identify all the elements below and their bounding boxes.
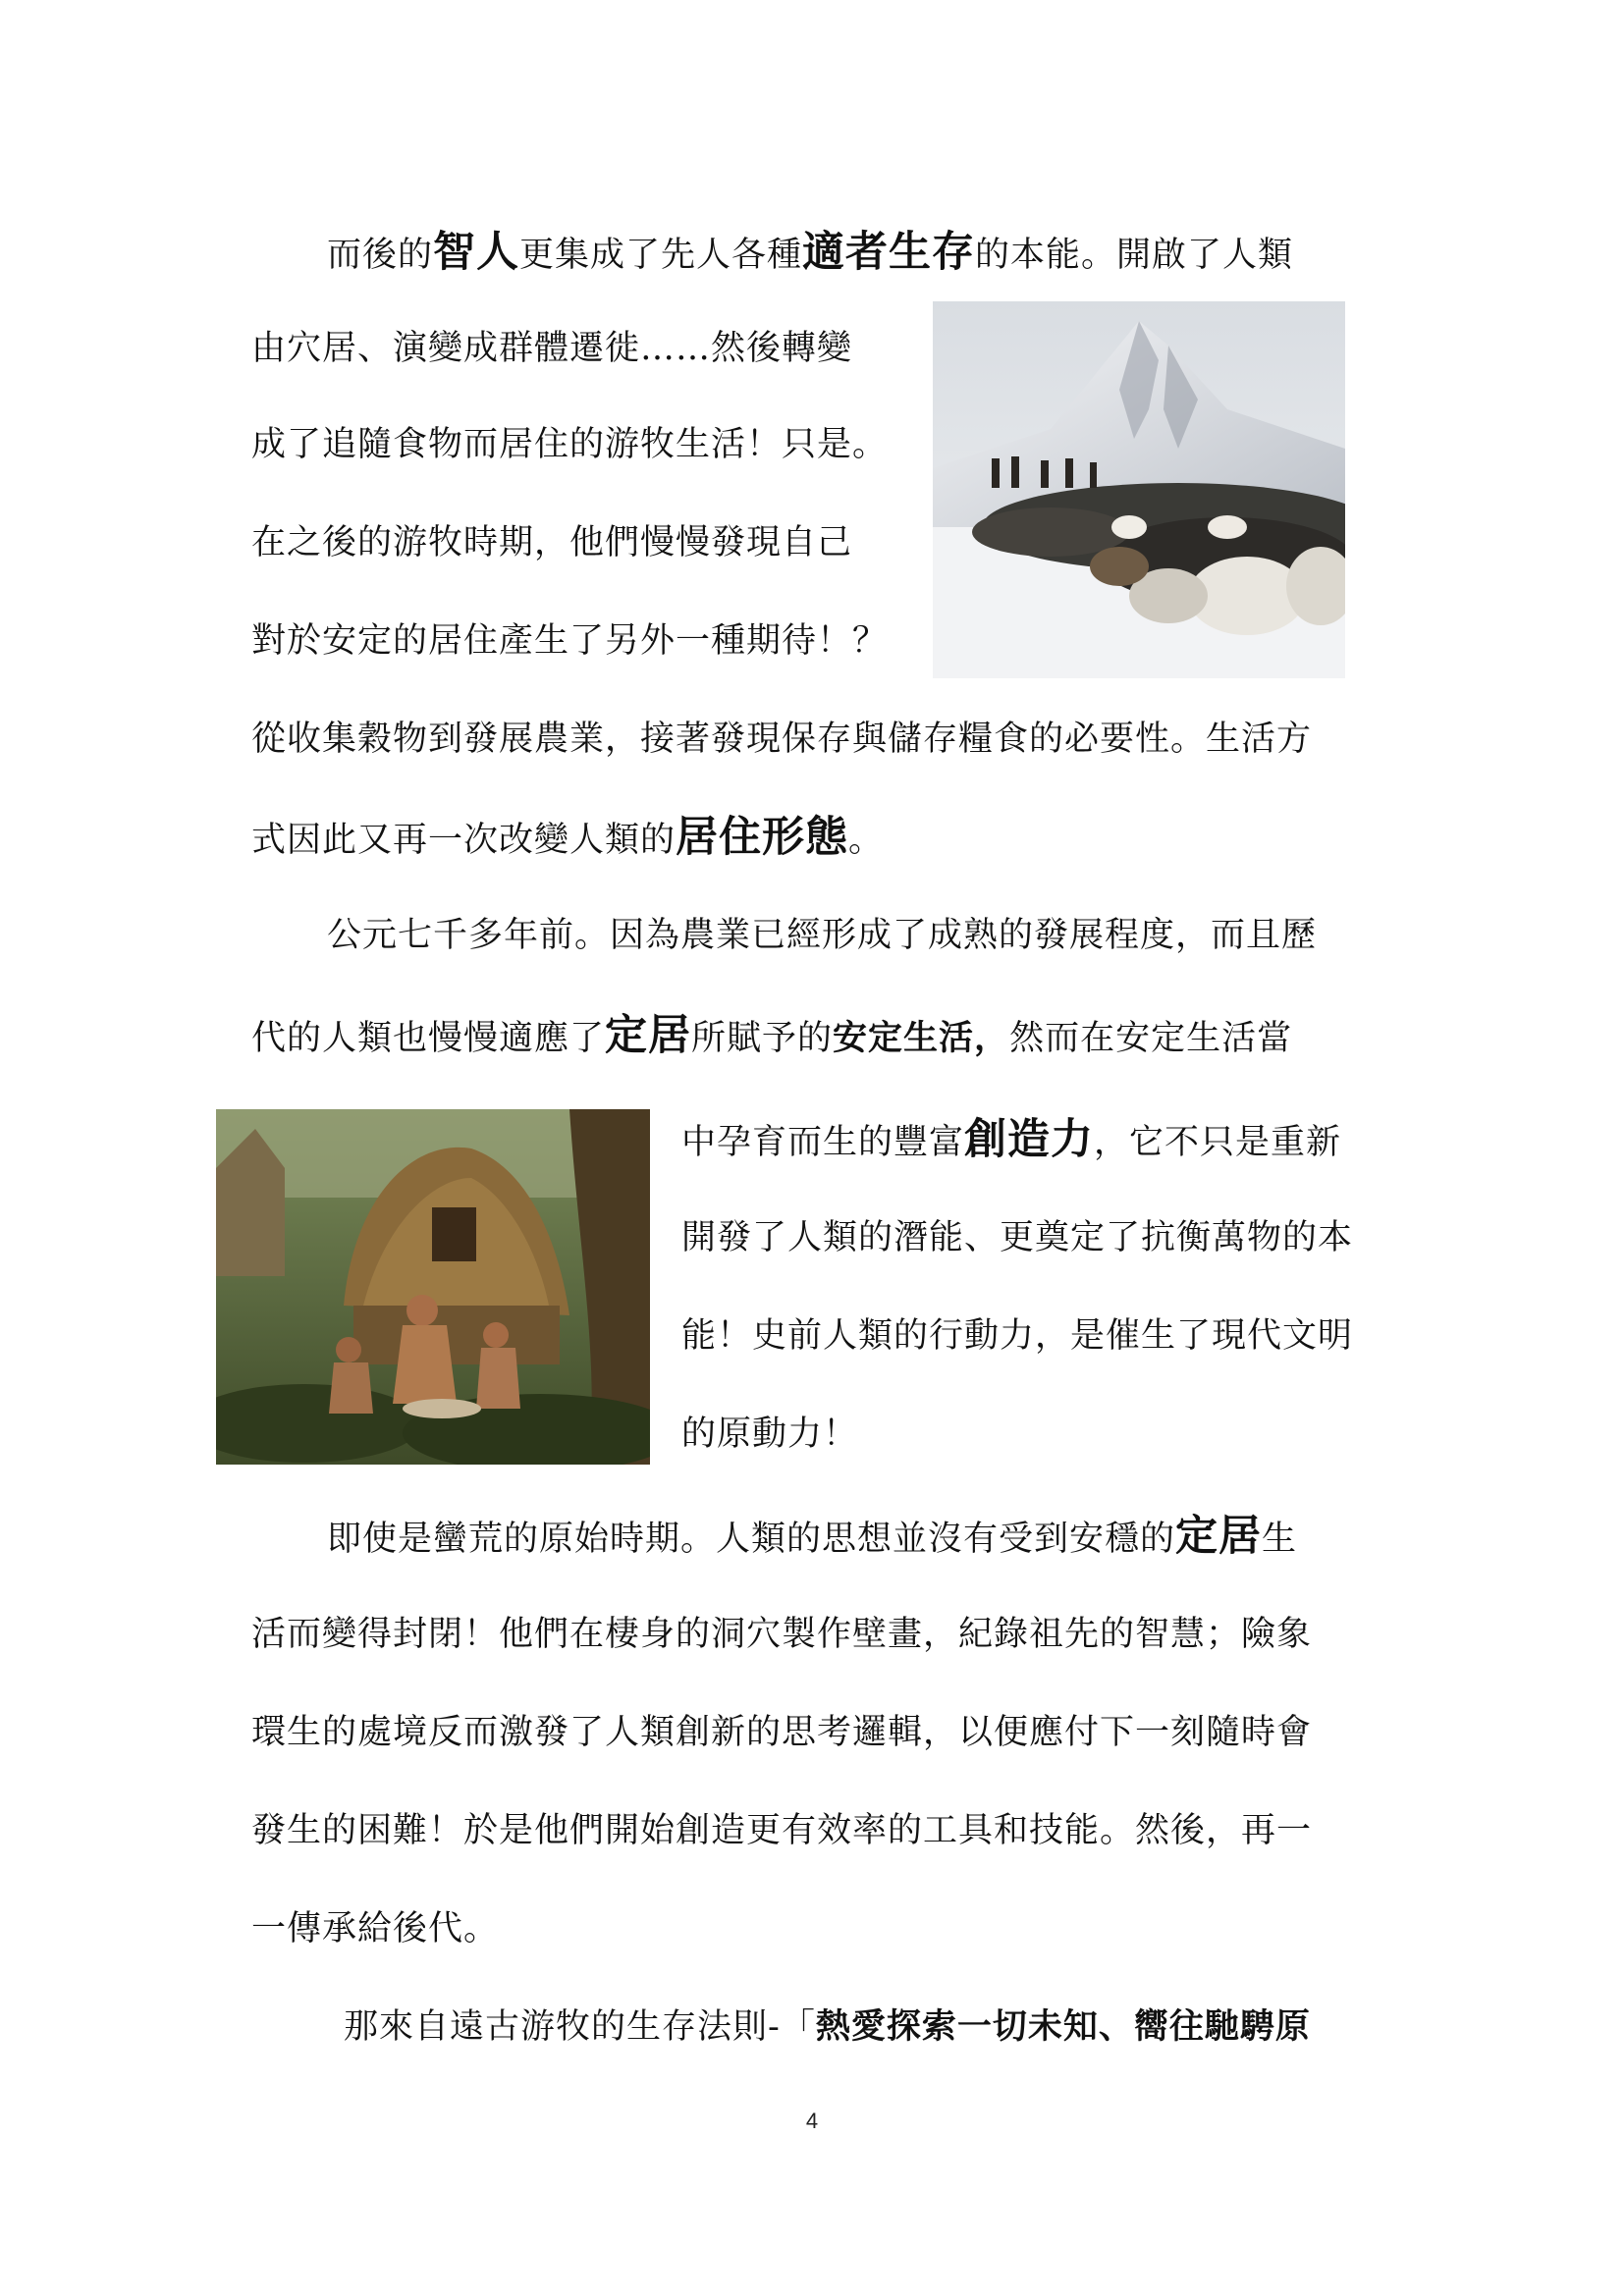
text-run: ，它不只是重新 — [1094, 1123, 1342, 1162]
text-line: 一傳承給後代。 — [251, 1909, 500, 1949]
text-run: 然而在安定生活當 — [1009, 1019, 1293, 1058]
text-line: 發生的困難！於是他們開始創造更有效率的工具和技能。然後，再一 — [251, 1811, 1313, 1850]
text-line — [327, 228, 1293, 280]
text-line: 在之後的游牧時期，他們慢慢發現自己 — [251, 523, 853, 562]
text-line: 成了追隨食物而居住的游牧生活！只是。 — [251, 425, 889, 464]
text-line: 環生的處境反而激發了人類創新的思考邏輯，以便應付下一刻隨時會 — [251, 1713, 1313, 1752]
text-run: 那來自遠古游牧的生存法則-「 — [344, 2007, 816, 2047]
emphasis-text: 定居 — [605, 1011, 692, 1060]
text-line — [681, 1115, 1341, 1167]
text-run: 所賦予的 — [691, 1019, 834, 1058]
text-run: 而後的 — [327, 236, 434, 275]
text-line: 由穴居、演變成群體遷徙……然後轉變 — [251, 329, 853, 368]
text-line: 能！史前人類的行動力，是催生了現代文明 — [681, 1316, 1354, 1356]
nomad-herd-photo — [933, 301, 1345, 678]
text-line — [327, 1512, 1297, 1564]
text-line: 的原動力！ — [681, 1415, 859, 1454]
emphasis-text: 適者生存 — [802, 228, 976, 277]
emphasis-text: ， — [974, 1019, 1010, 1058]
text-run: 即使是蠻荒的原始時期。人類的思想並沒有受到安穩的 — [327, 1520, 1176, 1559]
text-run: 生 — [1262, 1520, 1298, 1559]
emphasis-text: 創造力 — [964, 1115, 1095, 1164]
emphasis-text: 智人 — [433, 228, 520, 277]
text-run: 式因此又再一次改變人類的 — [251, 821, 677, 860]
text-run: 的本能。開啟了人類 — [975, 236, 1294, 275]
text-line: 活而變得封閉！他們在棲身的洞穴製作壁畫，紀錄祖先的智慧；險象 — [251, 1615, 1313, 1654]
text-run: 中孕育而生的豐富 — [681, 1123, 965, 1162]
emphasis-text: 安定生活 — [833, 1019, 975, 1058]
text-run: 代的人類也慢慢適應了 — [251, 1019, 606, 1058]
emphasis-text: 定居 — [1175, 1512, 1263, 1561]
page-number: 4 — [805, 2109, 819, 2133]
text-line — [251, 813, 884, 865]
text-line: 公元七千多年前。因為農業已經形成了成熟的發展程度，而且歷 — [327, 916, 1318, 955]
emphasis-text: 熱愛探索一切未知、嚮往馳騁原 — [815, 2007, 1311, 2047]
text-line — [344, 2002, 1311, 2052]
prehistoric-hut-photo — [216, 1109, 650, 1465]
text-run: 更集成了先人各種 — [519, 236, 803, 275]
text-line — [251, 1011, 1292, 1063]
text-line: 開發了人類的潛能、更奠定了抗衡萬物的本 — [681, 1218, 1354, 1257]
emphasis-text: 居住形態 — [676, 813, 849, 862]
text-line: 對於安定的居住產生了另外一種期待！？ — [251, 621, 889, 661]
text-line: 從收集穀物到發展農業，接著發現保存與儲存糧食的必要性。生活方 — [251, 720, 1313, 759]
text-run: 。 — [848, 821, 885, 860]
